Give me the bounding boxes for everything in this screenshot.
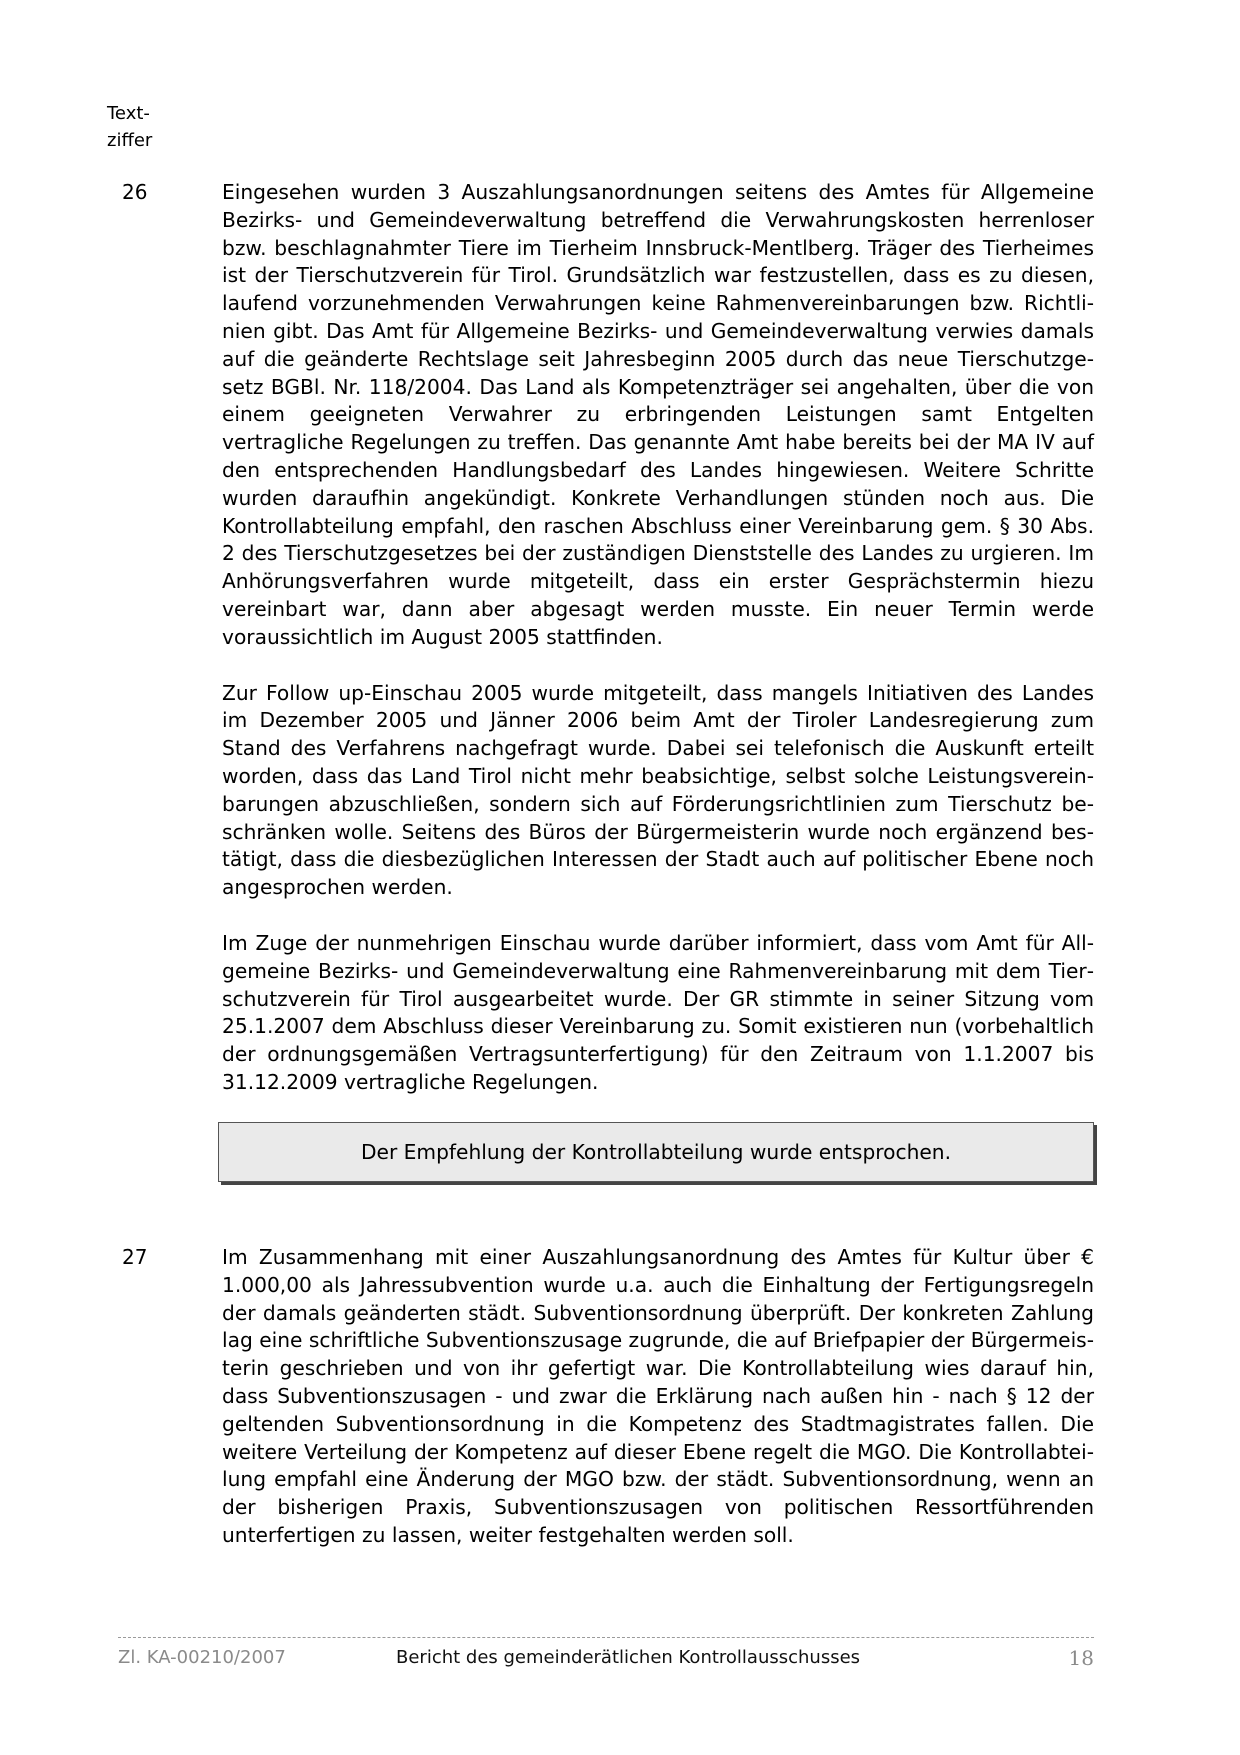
section-number: 27 xyxy=(122,1245,148,1269)
footer-reference: Zl. KA-00210/2007 xyxy=(118,1647,286,1668)
paragraph-2: Zur Follow up-Einschau 2005 wurde mitgeteilt, dass mangels Initiativen des Landes im Dezember 2005 und Jänner 2006 beim Amt der Tiroler Landesregierung zum Stand des Verfahrens nachgefragt wurde. Dabei sei telefonisch die Auskunft erteilt worden, dass das Land Tirol nicht mehr beabsichtige, selbst solche Leistungsvereinbarungen abzuschließen, sondern sich auf Förderungsrichtlinien zum Tierschutz beschränken wolle. Seitens des Büros der Bürgermeisterin wurde noch ergänzend bestätigt, dass die diesbezüglichen Interessen der Stadt auch auf politischer Ebene noch angesprochen werden. xyxy=(222,680,1094,900)
result-box xyxy=(218,1122,1094,1182)
footer-title: Bericht des gemeinderätlichen Kontrollausschusses xyxy=(396,1647,861,1668)
paragraph-1: Im Zusammenhang mit einer Auszahlungsanordnung des Amtes für Kultur über € 1.000,00 als Jahressubvention wurde u.a. auch die Einhaltung der Fertigungsregeln der damals geänderten städt. Subventionsordnung überprüft. Der konkreten Zahlung lag eine schriftliche Subventionszusage zugrunde, die auf Briefpapier der Bürgermeisterin geschrieben und von ihr gefertigt war. Die Kontrollabteilung wies darauf hin, dass Subventionszusagen - und zwar die Erklärung nach außen hin - nach § 12 der geltenden Subventionsordnung in die Kompetenz des Stadtmagistrates fallen. Die weitere Verteilung der Kompetenz auf dieser Ebene regelt die MGO. Die Kontrollabteilung empfahl eine Änderung der MGO bzw. der städt. Subventionsordnung, wenn an der bisherigen Praxis, Subventionszusagen von politischen Ressortführenden unterfertigen zu lassen, weiter festgehalten werden soll. xyxy=(222,1245,1094,1547)
page-number: 18 xyxy=(1068,1646,1094,1670)
margin-heading-line-1: Text- xyxy=(107,103,150,124)
paragraph-1: Eingesehen wurden 3 Auszahlungsanordnungen seitens des Amtes für Allgemeine Bezirks- und Gemeindeverwaltung betreffend die Verwahrungskosten herrenloser bzw. beschlagnahmter Tiere im Tierheim Innsbruck-Mentlberg. Träger des Tierheimes ist der Tierschutzverein für Tirol. Grundsätzlich war festzustellen, dass es zu diesen, laufend vorzunehmenden Verwahrungen keine Rahmenvereinbarungen bzw. Richtlinien gibt. Das Amt für Allgemeine Bezirks- und Gemeindeverwaltung verwies damals auf die geänderte Rechtslage seit Jahresbeginn 2005 durch das neue Tierschutzgesetz BGBl. Nr. 118/2004. Das Land als Kompetenzträger sei angehalten, über die von einem geeigneten Verwahrer zu erbringenden Leistungen samt Entgelten vertragliche Regelungen zu treffen. Das genannte Amt habe bereits bei der MA IV auf den entsprechenden Handlungsbedarf des Landes hingewiesen. Weitere Schritte wurden daraufhin angekündigt. Konkrete Verhandlungen stünden noch aus. Die Kontrollabteilung empfahl, den raschen Abschluss einer Vereinbarung gem. § 30 Abs. 2 des Tierschutzgesetzes bei der zuständigen Dienststelle des Landes zu urgieren. Im Anhörungsverfahren wurde mitgeteilt, dass ein erster Gesprächstermin hiezu vereinbart war, dann aber abgesagt werden musste. Ein neuer Termin werde voraussichtlich im August 2005 stattfinden. xyxy=(222,180,1094,649)
result-box-text: Der Empfehlung der Kontrollabteilung wurde entsprochen. xyxy=(361,1140,951,1164)
paragraph-3: Im Zuge der nunmehrigen Einschau wurde darüber informiert, dass vom Amt für Allgemeine Bezirks- und Gemeindeverwaltung eine Rahmenvereinbarung mit dem Tierschutzverein für Tirol ausgearbeitet wurde. Der GR stimmte in seiner Sitzung vom 25.1.2007 dem Abschluss dieser Vereinbarung zu. Somit existieren nun (vorbehaltlich der ordnungsgemäßen Vertragsunterfertigung) für den Zeitraum von 1.1.2007 bis 31.12.2009 vertragliche Regelungen. xyxy=(222,930,1094,1094)
margin-heading-line-2: ziffer xyxy=(107,130,153,151)
footer-divider xyxy=(118,1637,1094,1638)
margin-heading xyxy=(107,100,152,154)
section-body xyxy=(222,1244,1094,1578)
section-body xyxy=(222,179,1094,1125)
section-number: 26 xyxy=(122,180,148,204)
